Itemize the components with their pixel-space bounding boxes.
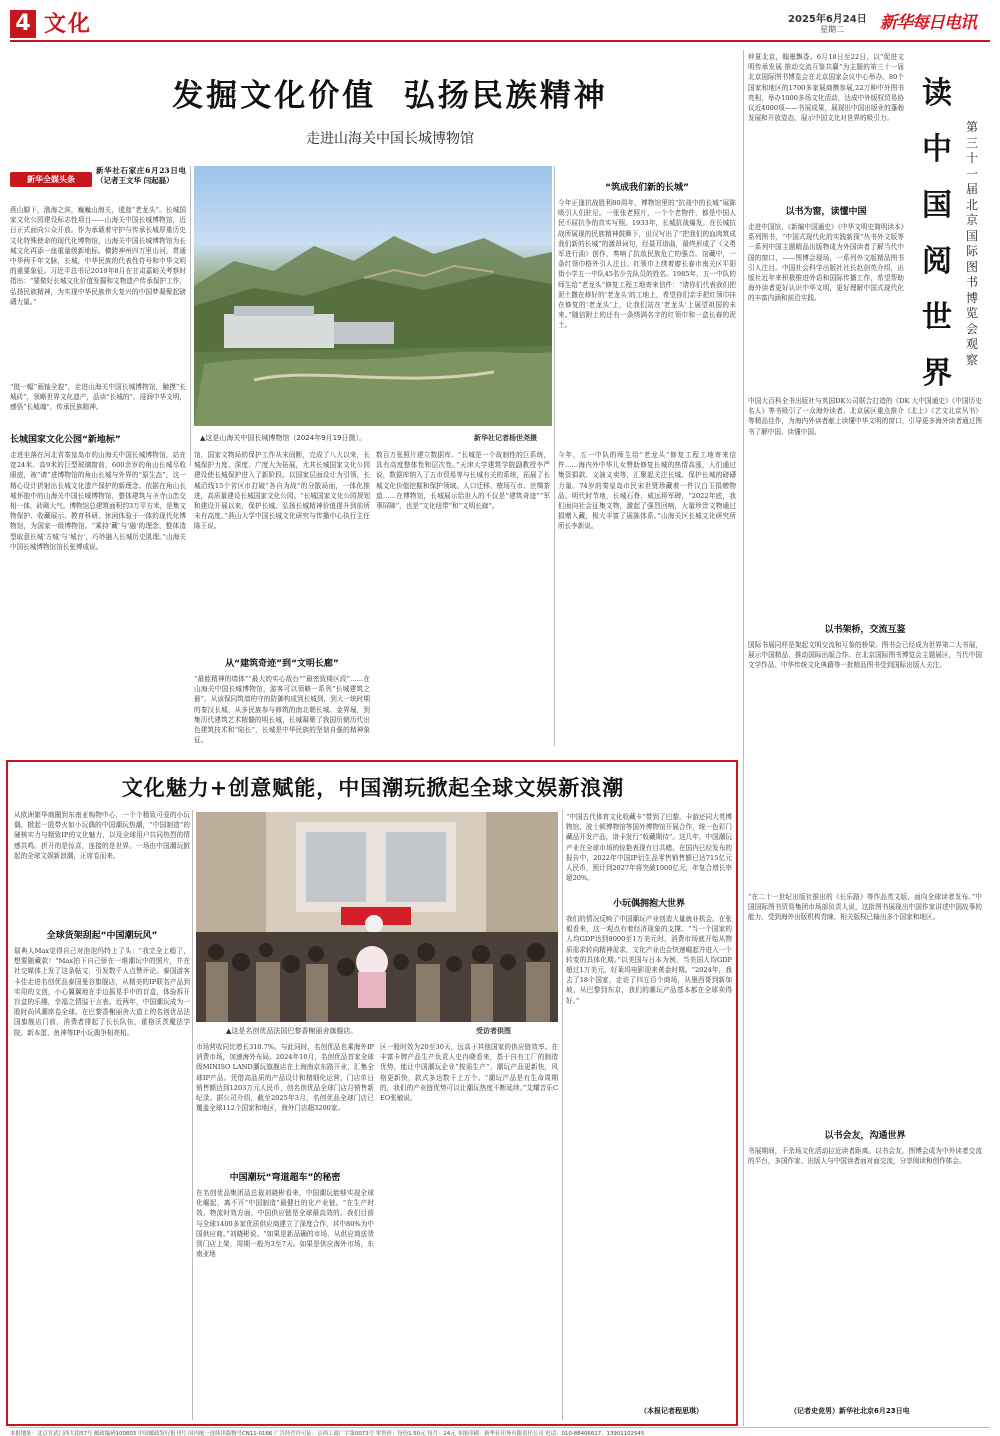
sidebar-divider xyxy=(743,50,744,1426)
sidebar-subhead: 第三十一届北京国际图书博览会观察 xyxy=(966,120,979,367)
sidebar-signature: （记者史竞男）新华社北京6月23日电 xyxy=(790,1407,910,1415)
article1-lead: 燕山脚下，渤海之滨，巍巍山海关，逶迤“老龙头”。长城国家文化公园建设标志性项目——山海关中国长城博物馆，近日正式面向公众开放。作为承载着守护与传承长城厚重历史文化特殊使命的现代化博物馆，山海关中国长城博物馆为长城文化再添一座重量级新地标。横跨神州四万里山河，贯通中华两千年文脉，长城，中华民族的代表性符号和中华文明的重要象征。习近平总书记2019年8月在甘肃嘉峪关考察时指出：“要做好长城文化价值发掘和文物遗产传承保护工作，弘扬民族精神，为实现中华民族伟大复兴的中国梦凝聚起磅礴力量。” xyxy=(10,206,186,306)
section-head-a2-1: 全球货架刮起“中国潮玩风” xyxy=(46,931,158,941)
headline-article2: 文化魅力+创意赋能，中国潮玩掀起全球文娱新浪潮 xyxy=(121,775,625,800)
store-photo xyxy=(196,812,558,1022)
section-head-a1-2: 长城国家文化公园“新地标” xyxy=(10,435,121,445)
store-photo-graphic xyxy=(196,812,558,1022)
museum-photo-graphic xyxy=(194,166,552,426)
section-name: 文化 xyxy=(44,11,93,37)
sidebar-body-c: 国际书展同样是架起文明交流和互鉴的桥梁。图书会已经成为世界第二大书展，展示中国精品，推动国际出版合作。在北京国际图书博览会主题展区，当代中国文学作品、中华传统文化典籍等一批精品图书受到国际出版人关注。 xyxy=(748,641,982,670)
section-head-a2-3: 小玩偶拥抱大世界 xyxy=(612,899,685,909)
article2-body-c: 区一般时效为20至30天，远高于其他国家的供应链效率。在丰富卡牌产品生产负责人史冉晓看来，基于自有工厂的制造优势，能让中国潮玩企业“按需生产”，潮玩产品更新快，风格更新快，款式多达数千上万个。“潮玩产品是有生命周期的，我们的产业链优势可以让潮玩热度不断延续。”艾耀音乐CEO张敏说。 xyxy=(380,1043,558,1103)
divider-a1-1 xyxy=(190,166,191,466)
article1-body-b: 走进坐落在河北省秦皇岛市的山海关中国长城博物馆，站在宽24米、高9米的巨型玻璃窗前，600余岁的角山长城尽收眼底，被“请”进博物馆的角山长城与外界的“原生态”，这一精心设计折射出长城文化遗产保护的新理念。依据在角山长城怀抱中的山海关中国长城博物馆，整体建筑与圣寺山峦交相一体，砖砌大气。博物馆总建筑面积约3万平方米，是集文物保护、收藏展示、教育科研、休闲体验于一体的现代化博物馆，为国家一级博物馆。“乘持‘藏’与‘融’的理念，整体造型取意长城‘方城’与‘城台’，巧妙融入长城历史肌理。”山海关中国长城博物馆馆长张博成说。 xyxy=(10,451,186,551)
article2-lead: 从欧洲繁华商圈到东南亚购物中心，一个个精致可爱的小玩偶，掀起一股带火如小玩偶的中国潮玩热潮，“中国制造”的硬核实力与精致IP的文化魅力，以及全球用户共同热烈的情感共鸣。折开的是惊喜，连接的是世界。一场由中国潮玩掀起的全球文娱新浪潮，正席卷而来。 xyxy=(14,811,190,860)
sidebar-body-b: 中国大百科全书出版社与英国DK公司联合打造的《DK 大中国通史》《中国历史名人》等书吸引了一众海外读者。北京展区重点推介《北上》《艺文北京丛书》等精品佳作，为海内外读者献上读懂中华文明的窗口，引导更多海外读者通过图书了解中国、读懂中国。 xyxy=(748,397,982,436)
article2-body-d: “中国古代体育文化收藏卡”带到了巴黎。卡游还同大英博物馆、波士顿博物馆等国外博物馆开展合作，统一色彩门藏品开发产品，谱卡发行“收藏期待”。这几年，中国潮玩产业在全球市场的惊艳表现有目共睹。在国内已经发布的报告中，2022年中国IP衍生品零售销售额已达715亿元人民币，预计到2027年将突破1000亿元，年复合增长率超20%。 xyxy=(566,813,732,883)
sidebar-headline-char-4: 阅 xyxy=(922,244,952,279)
masthead-rule xyxy=(10,40,990,42)
article1-body-f: 今年，五一中队的师生给“老龙头”修复工程工地寄来信件……海内外中华儿女赞助修复长城的热情高涨，人们通过集资捐款、义演义卖等，汇聚起关注长城、保护长城的磅礴力量。74岁的秦皇岛市民宋世贤珍藏着一件汉白玉捐赠物品。明代时节地，长城石脊，威远将军碑，“2022年底，我们面向社会征集文物，激起了强烈回响，大量珍贵文物通过捐赠入藏，极大丰富了展陈体系。”山海关区长城文化研究所所长李新说。 xyxy=(558,451,736,531)
footer-text: 本报地址：北京宣武门西大街57号 邮政编码100803 中国邮政发行报刊号 国内统一连续出版物号CN11-0166 广告经营许可证：京西工商广字第0073号 零售价：每份1.50元 每月：24元 本报印刷：新华社印务有限责任公司 电话：010-88406617、13901102545 xyxy=(10,1431,645,1436)
sidebar-headline-char-6: 界 xyxy=(922,356,952,391)
sidebar-headline-char-2: 中 xyxy=(922,132,952,167)
photo-caption-article2: ▲这是名创优品法国巴黎香榭丽舍旗舰店。 xyxy=(226,1027,358,1035)
page-number: 4 xyxy=(15,11,31,36)
article1-body-a: 今年正逢抗战胜利80周年，博物馆里的“抗战中的长城”展陈吸引人们驻足。一张张老照片，一个个老物件，都是中国人民不屈抗争的真实写照。1933年，长城抗战爆发。在长城抗战所展现的民族精神鼓舞下，田汉写出了“把我们的血肉筑成我们新的长城”的激昂词句，经聂耳谱曲，最终形成了《义勇军进行曲》创作，奏响了抗敌民族危亡的强音。馆藏中，一条红领巾格外引人注目。红领巾上绣着廖长春市南关区平阳街小学五一中队45名少先队员的姓名。1985年，五一中队的师生给“老龙头”修复工程工地寄来信件：“请你们代表我们把泥土撒在修好的‘老龙头’的工地上，希望你们亲手把红领巾挂在修复的‘老龙头’上，让我们站在‘老龙头’上展望祖国的未来。”随信附上的还有一条绣满名字的红领巾和一盒长春的泥土。 xyxy=(558,199,736,330)
sidebar-body-e: 书展期间，千余场文化活动拉近读者距离。以书会友，图博会成为中外读者交流的平台，多国作家、出版人与中国读者面对面交流，分享阅读和创作体会。 xyxy=(748,1147,982,1166)
divider-a1-2 xyxy=(554,166,555,746)
photo-caption-article1: ▲这是山海关中国长城博物馆（2024年9月19日摄）。 xyxy=(200,434,367,442)
photo-credit-article1: 新华社记者杨世尧摄 xyxy=(474,434,537,442)
sidebar-headline-char-3: 国 xyxy=(922,188,952,223)
section-head-a1-1: “筑成我们新的长城” xyxy=(605,183,689,193)
section-head-a1-3: 从“建筑奇迹”到“文明长廊” xyxy=(225,659,339,669)
headline-article1: 发掘文化价值 弘扬民族精神 xyxy=(172,78,608,114)
article2-signature: （本报记者程思琪） xyxy=(640,1407,703,1415)
sidebar-body-d: “在二十一世纪出版社推出的《长乐路》等作品英文版，面向全球读者发布。”中国国际图书贸易集团市场部负责人说，这批图书展现出中国作家讲述中国故事的能力，受到海外出版机构青睐，相关版权已输出多个国家和地区。 xyxy=(748,893,982,922)
headline-badge xyxy=(10,172,92,187)
article2-body-e: 在名创优品集团品总裁刘晓彬看来，中国潮玩能够实现全球化崛起，离不开“中国制造”最健壮的化产业链。“在生产时效、物流时效方面，中国供应链是全球最高效的。我们目前与全球1400多家优质供应商建立了深度合作，其中80%为中国供应商。”刘晓彬说。“如果是新品确的市场，从供应商送货到门店上架，周期一般为3至7天。如果是供应海外市场，东南亚地 xyxy=(196,1189,374,1259)
article2-body-f: 我们的情况反映了中国潮玩产业创造大量就业机会。在张毅看来，这一观点有着经济现象的支撑。“当一个国家的人均GDP达到8000至1万美元时，消费市场就开始从物质需求转向精神需求，文化产业也会快速崛起并进入一个转变的具体化期。”以美国与日本为例，当美国人均GDP超过1万美元，好莱坞电影迎来黄金时期。“2024年，我去了18个国家，走访了四五百个商场，从墨西哥到新加坡，从巴黎到东京，我们的潮玩产品基本都在全球卖得好。” xyxy=(566,915,732,1005)
paper-name-logo: 新华每日电讯 xyxy=(880,13,976,33)
footer-rule xyxy=(10,1427,990,1428)
dateline: 新华社石家庄6月23日电（记者王文华 闫起磊） xyxy=(96,166,186,186)
section-head-side-1: 以书为窗，读懂中国 xyxy=(785,207,867,217)
masthead-weekday: 星期二 xyxy=(820,25,844,34)
section-head-side-2: 以书架桥，交流互鉴 xyxy=(824,625,906,635)
museum-photo xyxy=(194,166,552,426)
divider-a2-2 xyxy=(562,810,563,1420)
article1-body-c: 馆，国家文物局的保护工作从未间断，完成了八大以来，长城保护力度、深度、广度大为拓展，尤其长城国家文化公园建设使长城保护进入了新阶段。以国家层面设计为引领，长城沿线15个省区市打破“各自为战”的分散局面，一体化推进，高质量建设长城国家文化公园。“长城国家文化公园规划和建设开展以来，保护长城、弘扬长城精神价值提升到前所未有高度。”燕山大学中国长城文化研究与传播中心执行主任陈王说。 xyxy=(194,451,370,531)
photo-credit-article2: 受访者供图 xyxy=(476,1027,511,1035)
section-head-a2-2: 中国潮玩“弯道超车”的秘密 xyxy=(229,1173,341,1183)
sidebar-headline xyxy=(912,66,962,402)
article2-body-b: 市场营收同比增长310.7%。与此同时，名创优品也乘海外IP消费市场，加速海外布局。2024年10月，名创优品首家全球级MINISO LAND潮玩旗舰店在上海南京东路开业，汇集全球IP产品。凭借高品质的产品设计和精细化运营，门店单日销售额达到1203万元人民币，创名创优品全球门店月销售新纪录。据公司介绍，截至2025年3月，名创优品全球门店已覆盖全球112个国家和地区，海外门店超3200家。 xyxy=(196,1043,374,1113)
divider-a2-1 xyxy=(192,810,193,1420)
sidebar-body-a: 走进中国馆，《新编中国通史》《中华文明史简明读本》系列图书，“中国式现代化的实践新探”丛书外文版等一系列中国主题精品出版物成为外国读者了解当代中国的窗口，——图博会现场，一系列外文版精品图书引人注目。中国社会科学出版社社长赵剑英介绍，出版社近年来积极推进外语和国际传播工作，希望帮助海外读者更好认识中华文明，更好理解中国式现代化的丰富内涵和前沿实践。 xyxy=(748,223,904,303)
article1-body-e: 数百万张照片建立数据库。“长城是一个故制性的巨系统，具有高度整体性和层次性。”天津大学建筑学院副教授李严说，数据库纳入了五市贸易等与长城有关的系统，拓展了长城文化价值挖掘和保护领域。人口迁移、榷场互市、丝绸茶道……在博物馆，长城展示给世人的不仅是“建筑奇迹”“军事屏障”，也是“文化纽带”和“文明长廊”。 xyxy=(376,451,550,511)
section-head-side-3: 以书会友，沟通世界 xyxy=(824,1131,906,1141)
article2-body-a: 瑞典人Max觉得自己对泡泡玛特上了头：“我完全上瘾了，想要随藏款！”Max拍下自己骄在一堆潮玩中的照片，并在社交媒体上发了这条帖文，引发数千人点赞评论。泰国游客卡佳走进名创优品泰国曼谷旗舰店，从精美的IP联名产品到实用的文创，小心翼翼地在手边摇晃手中的盲盒，体验拆开盲盒的乐趣，幸福之情溢于言表。近两年，中国潮玩成为一股时尚风潮席卷全球。在巴黎香榭丽舍大道上的名创优品法国旗舰店门前，消费者排起了长长队伍，霍格沃茨魔法学院、新本蛋、鱼神等IP小玩偶争相亮相。 xyxy=(14,947,190,1037)
subhead-article1: 走进山海关中国长城博物馆 xyxy=(306,131,474,147)
badge-label: 新华全媒头条 xyxy=(27,175,75,184)
article1-body-d: “最能精神的墙体”“最大的实心敌台”“最密致楼区段”……在山海关中国长城博物馆，游客可以领略一系列“长城建筑之最”。从该保同筑墙的守的防御构成到长城到，到大一统时期的秦汉长城，从多民族参与修筑的南北朝长城、金界壕，到集历代建筑艺术精髓的明长城，长城凝聚了我国历朝历代出色建筑技术和“陷长”，长城是中华民族的坚韧自强的精神象征。 xyxy=(194,675,370,745)
masthead-date: 2025年6月24日 xyxy=(788,14,867,25)
sidebar-intro: 仲夏北京，翰墨飘香。6月18日至22日，以“促进文明传承发展 推动交流互鉴共赢”为主题的第三十一届北京国际图书博览会在北京国家会议中心举办。80个国家和地区的1700多家展商携参展,22万种中外图书亮相，举办1000多场文化活动，达成中外版权贸易协议近4000项——书展成果，展现出中国出版业的蓬勃发展和开放姿态，展示中国文化对世界的吸引力。 xyxy=(748,53,904,123)
sidebar-headline-char-5: 世 xyxy=(922,300,952,335)
article1-col1: “挺一幅“画轴全貌”，走进山海关中国长城博物馆，触摸“长城砖”，领略世界文化遗产，品读“长城的”，浸润中华文明，感悟“长城魂”，传承民族精神。 xyxy=(10,383,186,412)
sidebar-headline-char-1: 读 xyxy=(922,76,952,111)
